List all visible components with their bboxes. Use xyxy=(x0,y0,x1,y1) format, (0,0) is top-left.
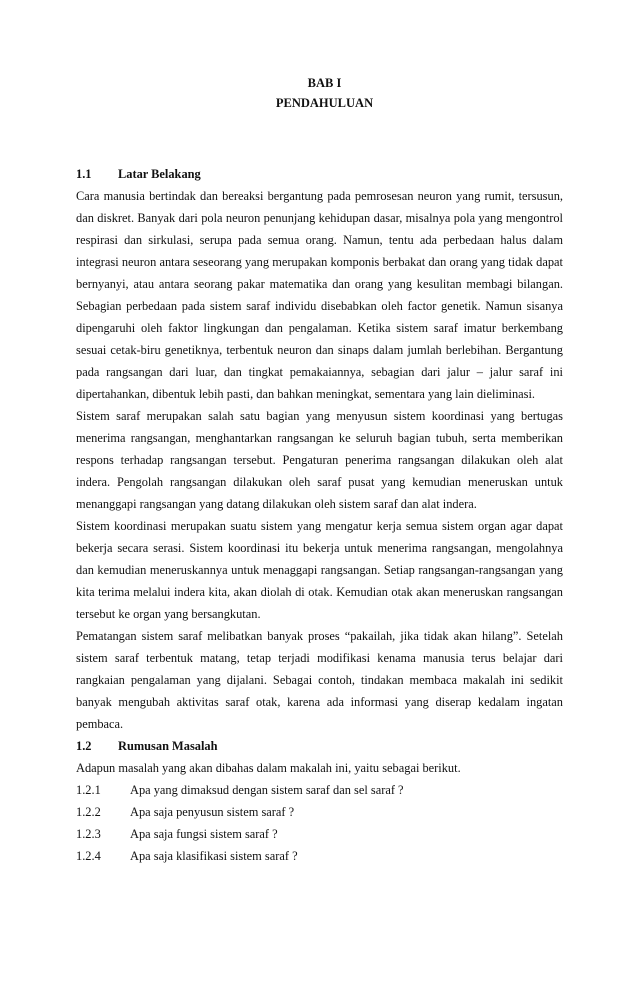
section-number: 1.2 xyxy=(76,739,92,753)
list-item-number: 1.2.1 xyxy=(76,783,101,797)
chapter-number: BAB I xyxy=(307,76,342,90)
paragraph: Cara manusia bertindak dan bereaksi bergantung pada pemrosesan neuron yang rumit, tersusun, dan diskret. Banyak dari pola neuron penunjang kehidupan dasar, misalnya pola yang mengontrol respirasi dan sirkulasi, serupa pada semua orang. Namun, tentu ada perbedaan halus dalam integrasi neuron antara seseorang yang merupakan komponis berbakat dan orang yang tidak dapat bernyanyi, atau antara seorang pakar matematika dan orang yang kesulitan membagi bilangan. Sebagian perbedaan pada sistem saraf individu disebabkan oleh factor genetik. Namun sisanya dipengaruhi oleh faktor lingkungan dan pengalaman. Ketika sistem saraf imatur berkembang sesuai cetak-biru genetiknya, terbentuk neuron dan sinaps dalam jumlah berlebihan. Bergantung pada rangsangan dari luar, dan tingkat pemakaiannya, sebagian dari jalur – jalur saraf ini dipertahankan, dibentuk lebih pasti, dan bahkan meningkat, sementara yang lain dieliminasi. xyxy=(76,189,563,401)
document-body xyxy=(76,163,563,867)
section-title: Rumusan Masalah xyxy=(118,739,218,753)
chapter-title: PENDAHULUAN xyxy=(275,96,374,110)
section-intro: Adapun masalah yang akan dibahas dalam makalah ini, yaitu sebagai berikut. xyxy=(76,761,461,775)
paragraph: Sistem koordinasi merupakan suatu sistem yang mengatur kerja semua sistem organ agar dapat bekerja secara serasi. Sistem koordinasi itu bekerja untuk menerima rangsangan, mengolahnya dan kemudian meneruskannya untuk menaggapi rangsangan. Setiap rangsangan-rangsangan yang kita terima melalui indera kita, akan diolah di otak. Kemudian otak akan meneruskan rangsangan tersebut ke organ yang bersangkutan. xyxy=(76,519,563,621)
list-item-number: 1.2.4 xyxy=(76,849,101,863)
list-item-number: 1.2.3 xyxy=(76,827,101,841)
paragraph: Pematangan sistem saraf melibatkan banyak proses “pakailah, jika tidak akan hilang”. Setelah sistem saraf terbentuk matang, tetap terjadi modifikasi kenama manusia terus belajar dari rangkaian pengalaman yang dijalani. Sebagai contoh, tindakan membaca makalah ini sedikit banyak mengubah aktivitas saraf otak, karena ada informasi yang diserap kedalam ingatan pembaca. xyxy=(76,629,563,731)
list-item-text: Apa saja penyusun sistem saraf ? xyxy=(130,805,295,819)
paragraph: Sistem saraf merupakan salah satu bagian yang menyusun sistem koordinasi yang bertugas menerima rangsangan, menghantarkan rangsangan ke seluruh bagian tubuh, serta memberikan respons terhadap rangsangan tersebut. Pengaturan penerima rangsangan dilakukan oleh alat indera. Pengolah rangsangan dilakukan oleh saraf pusat yang kemudian meneruskan untuk menanggapi rangsangan yang datang dilakukan oleh sistem saraf dan alat indera. xyxy=(76,409,563,511)
list-item xyxy=(76,801,563,823)
list-item-text: Apa yang dimaksud dengan sistem saraf dan sel saraf ? xyxy=(130,783,404,797)
list-item-number: 1.2.2 xyxy=(76,805,101,819)
list-item-text: Apa saja klasifikasi sistem saraf ? xyxy=(130,849,298,863)
list-item xyxy=(76,845,563,867)
list-item xyxy=(76,823,563,845)
section-number: 1.1 xyxy=(76,167,92,181)
section-heading-1-2 xyxy=(76,735,563,757)
section-title: Latar Belakang xyxy=(118,167,201,181)
list-item-text: Apa saja fungsi sistem saraf ? xyxy=(130,827,278,841)
list-item xyxy=(76,779,563,801)
section-heading-1-1 xyxy=(76,163,563,185)
